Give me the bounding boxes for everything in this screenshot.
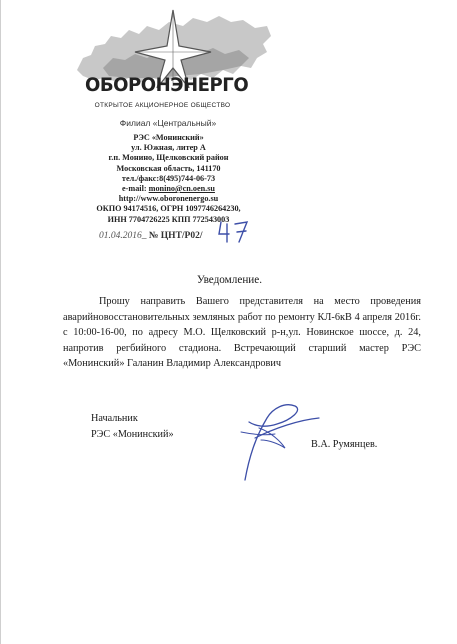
reference-line	[99, 231, 203, 241]
address-line: ул. Южная, литер А	[131, 143, 206, 153]
signatory-name: В.А. Румянцев.	[311, 439, 378, 450]
email-link[interactable]: monino@cn.oen.su	[148, 184, 215, 194]
position-line: Начальник	[91, 413, 138, 424]
email-label: e-mail:	[122, 184, 147, 194]
position-line: РЭС «Монинский»	[91, 428, 174, 440]
signatory-position	[91, 411, 174, 442]
branch-name: Филиал «Центральный»	[119, 118, 217, 128]
address-line: г.п. Монино, Щелковский район	[108, 153, 229, 163]
okpo-line: ОКПО 94174516, ОГРН 1097746264230,	[96, 204, 241, 214]
address-line: тел./факс:8(495)744-06-73	[121, 173, 216, 183]
company-logo-subtitle: ОТКРЫТОЕ АКЦИОНЕРНОЕ ОБЩЕСТВО	[94, 102, 231, 109]
reference-number: № ЦНТ/Р02/	[148, 231, 203, 241]
handwritten-number-icon	[217, 218, 251, 244]
document-title: Уведомление.	[196, 274, 263, 286]
address-line: РЭС «Монинский»	[133, 133, 204, 142]
handwritten-signature-icon	[215, 398, 325, 483]
email-line	[71, 184, 266, 194]
reference-separator: _	[141, 231, 147, 241]
address-block	[71, 133, 266, 225]
website-line[interactable]: http://www.oboronenergo.su	[118, 194, 219, 204]
inn-line: ИНН 7704726225 КПП 772543003	[107, 214, 230, 224]
address-line: Московская область, 141170	[116, 163, 221, 173]
document-body: Прошу направить Вашего представителя на место проведения аварийновосстановительных земляных работ по ремонту КЛ-6кВ 4 апреля 2016г. с 10:00-16-00, по адресу М.О. Щелковский р-н,ул. Новинское шоссе, д. 24, напротив регбийного стадиона. Встречающий старший мастер РЭС «Монинский» Галанин Владимир Александрович	[63, 296, 421, 370]
company-logo-text: ОБОРОНЭНЕРГО	[85, 74, 249, 96]
letter-date: 01.04.2016	[99, 231, 142, 241]
